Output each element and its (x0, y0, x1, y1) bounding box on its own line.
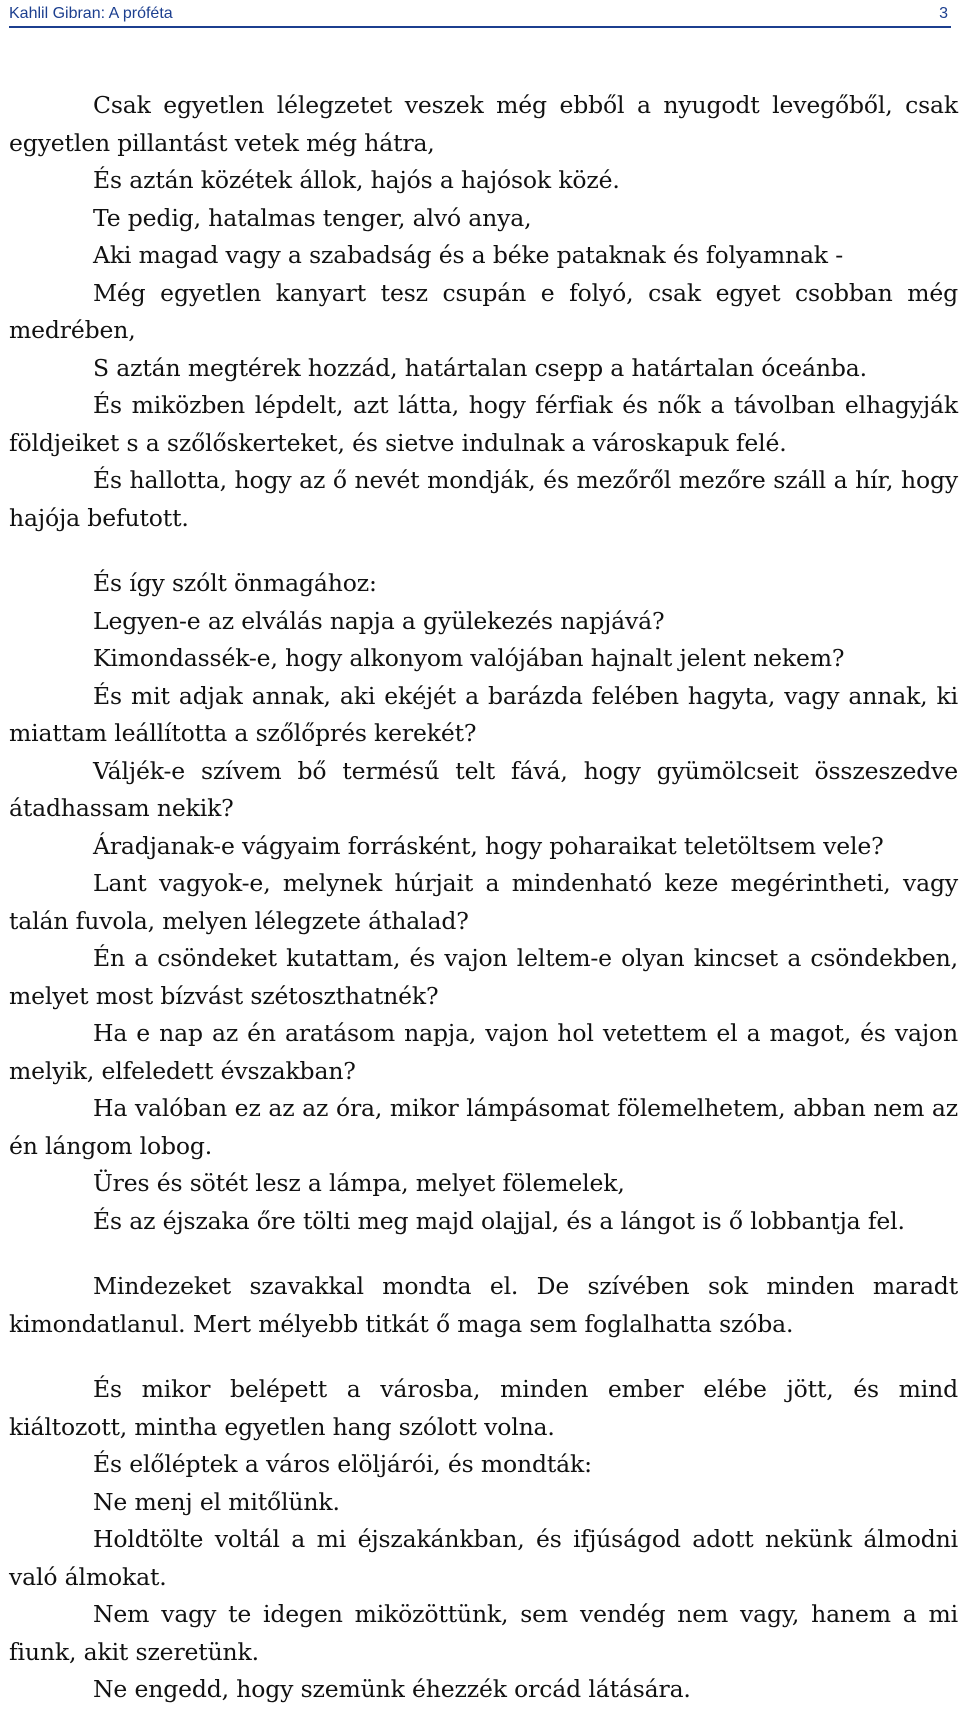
page-header (9, 2, 951, 28)
paragraph: Ne engedd, hogy szemünk éhezzék orcád látására. (93, 1675, 691, 1703)
paragraph: Ha valóban ez az az óra, mikor lámpásomat fölemelhetem, abban nem az én lángom lobog. (9, 1094, 958, 1160)
paragraph: Ha e nap az én aratásom napja, vajon hol vetettem el a magot, és vajon melyik, elfeledett évszakban? (9, 1019, 958, 1085)
paragraph: És mit adjak annak, aki ekéjét a barázda felében hagyta, vagy annak, ki miattam leállította a szőlőprés kerekét? (9, 681, 958, 747)
paragraph: Kimondassék-e, hogy alkonyom valójában hajnalt jelent nekem? (93, 644, 845, 672)
paragraph: Lant vagyok-e, melynek húrjait a mindenható keze megérintheti, vagy talán fuvola, melyen lélegzete áthalad? (9, 869, 958, 935)
paragraph: Mindezeket szavakkal mondta el. De szívében sok minden maradt kimondatlanul. Mert mélyebb titkát ő maga sem foglalhatta szóba. (9, 1272, 958, 1338)
paragraph: Holdtölte voltál a mi éjszakánkban, és ifjúságod adott nekünk álmodni való álmokat. (9, 1525, 958, 1591)
paragraph: Nem vagy te idegen miközöttünk, sem vendég nem vagy, hanem a mi fiunk, akit szeretünk. (9, 1600, 958, 1666)
paragraph: És az éjszaka őre tölti meg majd olajjal, és a lángot is ő lobbantja fel. (93, 1206, 905, 1235)
paragraph: Áradjanak-e vágyaim forrásként, hogy poharaikat teletöltsem vele? (93, 831, 884, 860)
paragraph: Még egyetlen kanyart tesz csupán e folyó, csak egyet csobban még medrében, (9, 278, 958, 344)
paragraph: És mikor belépett a városba, minden ember elébe jött, és mind kiáltozott, mintha egyetlen hang szólott volna. (9, 1375, 958, 1441)
paragraph: Váljék-e szívem bő termésű telt fává, hogy gyümölcseit összeszedve átadhassam nekik? (9, 756, 958, 822)
paragraph: És miközben lépdelt, azt látta, hogy férfiak és nők a távolban elhagyják földjeiket s a szőlőskerteket, és sietve indulnak a városkapuk felé. (9, 391, 958, 457)
paragraph: Üres és sötét lesz a lámpa, melyet fölemelek, (93, 1169, 625, 1197)
page-body (9, 87, 958, 1709)
paragraph: Te pedig, hatalmas tenger, alvó anya, (93, 203, 532, 232)
paragraph: És hallotta, hogy az ő nevét mondják, és mezőről mezőre száll a hír, hogy hajója befutott. (9, 466, 958, 532)
paragraph: És így szólt önmagához: (93, 569, 377, 597)
paragraph: És előléptek a város elöljárói, és mondták: (93, 1450, 592, 1478)
paragraph: Aki magad vagy a szabadság és a béke pataknak és folyamnak - (93, 241, 843, 269)
paragraph: Én a csöndeket kutattam, és vajon leltem-e olyan kincset a csöndekben, melyet most bízvást szétoszthatnék? (9, 944, 958, 1010)
paragraph: S aztán megtérek hozzád, határtalan csepp a határtalan óceánba. (93, 353, 867, 382)
paragraph: Legyen-e az elválás napja a gyülekezés napjává? (93, 606, 665, 635)
paragraph: És aztán közétek állok, hajós a hajósok közé. (93, 166, 620, 194)
paragraph: Csak egyetlen lélegzetet veszek még ebből a nyugodt levegőből, csak egyetlen pillantást vetek még hátra, (9, 91, 958, 157)
page-number: 3 (939, 5, 948, 22)
paragraph: Ne menj el mitőlünk. (93, 1487, 340, 1516)
running-title: Kahlil Gibran: A próféta (9, 5, 173, 22)
